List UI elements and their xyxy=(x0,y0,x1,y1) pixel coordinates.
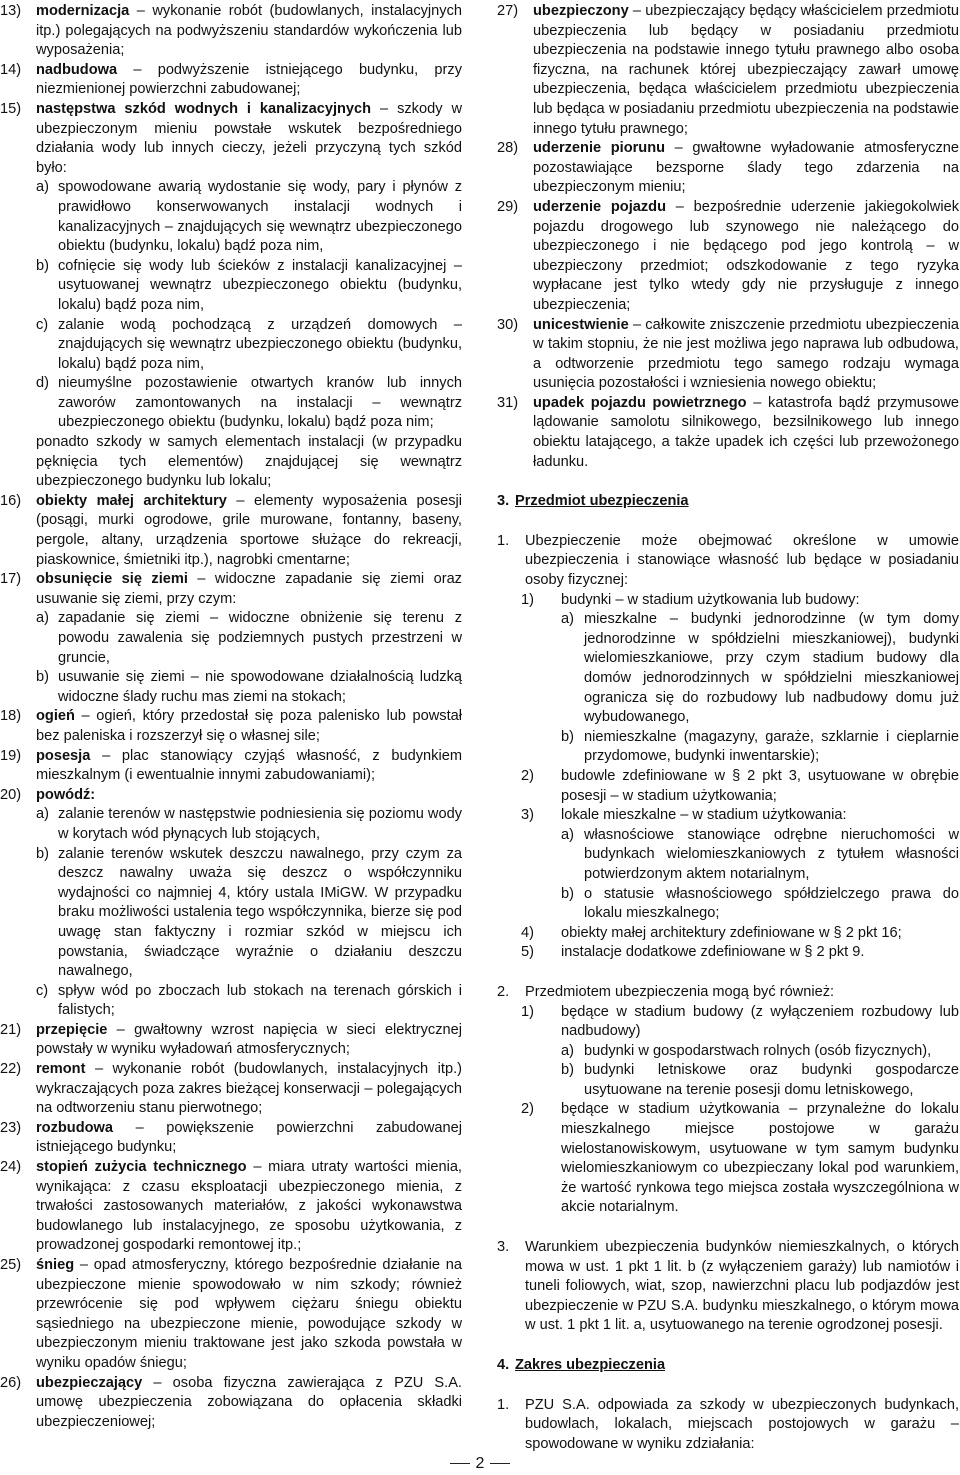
sub-item-letter: a) xyxy=(36,610,49,627)
paragraph-number: 2. xyxy=(497,983,510,1000)
definition-number: 14) xyxy=(0,61,22,78)
point-number: 2) xyxy=(521,1101,534,1118)
sub-item-letter: a) xyxy=(36,806,49,823)
sub-item xyxy=(36,982,462,1021)
sub-item xyxy=(561,885,959,924)
right-column xyxy=(497,2,959,1454)
sub-item-text: budynki letniskowe oraz budynki gospodarcze usytuowane na terenie posesji domu letniskowego, xyxy=(584,1062,959,1098)
point xyxy=(497,943,959,963)
definition-term: uderzenie piorunu xyxy=(533,140,666,157)
sub-item-text: mieszkalne – budynki jednorodzinne (w tym domy jednorodzinne w spółdzielni mieszkaniowej), budynki wielomieszkaniowe, przy czym stadium budowy dla domów jednorodzinnych w spółdzielni mieszkaniowej ogranicza się do rozbudowy lub nadbudowy domu już wybudowanego, xyxy=(584,611,959,726)
definition-text: – podwyższenie istniejącego budynku, przy niezmienionej powierzchni zabudowanej; xyxy=(36,61,462,98)
section-heading-3 xyxy=(497,492,959,512)
definition-term: uderzenie pojazdu xyxy=(533,198,667,215)
paragraph-text: Przedmiotem ubezpieczenia mogą być również: xyxy=(525,983,835,1000)
definition-term: remont xyxy=(36,1061,86,1078)
definition-term: upadek pojazdu powietrznego xyxy=(533,394,747,411)
definition-25 xyxy=(0,1256,462,1374)
point xyxy=(497,1003,959,1101)
definition-number: 22) xyxy=(0,1061,22,1078)
definition-term: obsunięcie się ziemi xyxy=(36,571,188,588)
paragraph-1 xyxy=(497,532,959,591)
definition-number: 24) xyxy=(0,1159,22,1176)
point-text: instalacje dodatkowe zdefiniowane w § 2 pkt 9. xyxy=(561,944,865,961)
definition-24 xyxy=(0,1158,462,1256)
definition-term: przepięcie xyxy=(36,1021,108,1038)
sub-item-letter: a) xyxy=(36,179,49,196)
sub-item-text: zalanie terenów w następstwie podniesienia się poziomu wody w korytach wód płynących lub stojących, xyxy=(58,806,462,842)
definition-number: 18) xyxy=(0,708,22,725)
definition-number: 27) xyxy=(497,3,519,19)
point xyxy=(497,806,959,924)
paragraph-2 xyxy=(497,983,959,1003)
definition-number: 15) xyxy=(0,100,22,117)
sub-item xyxy=(561,610,959,728)
sub-item xyxy=(36,668,462,707)
definition-15 xyxy=(0,100,462,492)
definition-text: – powiększenie powierzchni zabudowanej istniejącego budynku; xyxy=(36,1119,462,1156)
definition-text: – ubezpieczający będący właścicielem przedmiotu ubezpieczenia lub będący w posiadaniu przedmiotu ubezpieczenia na podstawie innego tytułu prawnego albo osoba fizyczna, na rachunek której ubezpieczający zawarł umowę ubezpieczenia, będąca właścicielem przedmiotu ubezpieczenia lub będąca w posiadaniu przedmiotu ubezpieczenia na podstawie innego tytułu prawnego; xyxy=(533,3,959,137)
sub-item xyxy=(36,316,462,375)
definition-number: 20) xyxy=(0,786,22,803)
definition-term: powódź: xyxy=(36,786,96,803)
definition-number: 29) xyxy=(497,198,519,215)
definition-term: ubezpieczający xyxy=(36,1374,143,1391)
point xyxy=(497,924,959,944)
paragraph-number: 1. xyxy=(497,532,510,549)
definition-18 xyxy=(0,707,462,746)
definition-number: 17) xyxy=(0,571,22,588)
definition-19 xyxy=(0,747,462,786)
sub-item-text: budynki w gospodarstwach rolnych (osób fizycznych), xyxy=(584,1042,932,1059)
definition-number: 19) xyxy=(0,747,22,764)
section-title: Zakres ubezpieczenia xyxy=(515,1357,666,1373)
definition-20 xyxy=(0,786,462,1021)
sub-item-letter: d) xyxy=(36,375,49,392)
point-text: obiekty małej architektury zdefiniowane w § 2 pkt 16; xyxy=(561,924,902,941)
paragraph-text: PZU S.A. odpowiada za szkody w ubezpieczonych budynkach, budowlach, lokalach, miejscach postojowych w garażu – spowodowane w wyniku zdziałania: xyxy=(525,1396,959,1452)
point xyxy=(497,1100,959,1218)
sub-item-letter: b) xyxy=(561,885,574,902)
section-number: 4. xyxy=(497,1357,510,1373)
definition-text: – plac stanowiący czyjąś własność, z budynkiem mieszkalnym (i ewentualnie innymi zabudowaniami); xyxy=(36,747,462,784)
sub-item-letter: b) xyxy=(561,728,574,745)
sub-item-text: spowodowane awarią wydostanie się wody, pary i płynów z prawidłowo konserwowanych instalacji wodnych i kanalizacyjnych – znajdujących się wewnątrz ubezpieczonego obiektu (budynku, lokalu) bądź poza nim, xyxy=(58,179,462,255)
definition-number: 13) xyxy=(0,3,22,19)
point-number: 5) xyxy=(521,944,534,961)
definition-text: – miara utraty wartości mienia, wynikająca: z czasu eksploatacji ubezpieczonego mienia, z trwałości zastosowanych materiałów, z jakości wykonawstwa budowlanego lub instalacyjnego, ze sposobu użytkowania, z prowadzonej gospodarki remontowej itp.; xyxy=(36,1159,462,1254)
sub-item xyxy=(36,845,462,982)
sub-item-text: zapadanie się ziemi – widoczne obniżenie się terenu z powodu zawalenia się podziemnych pustych przestrzeni w gruncie, xyxy=(58,610,462,666)
definition-text: – gwałtowne wyładowanie atmosferyczne pozostawiające bezsporne ślady tego zdarzenia na ubezpieczonym mieniu; xyxy=(533,140,960,196)
point xyxy=(497,767,959,806)
definition-term: śnieg xyxy=(36,1257,75,1273)
definition-29 xyxy=(497,198,959,316)
definition-term: modernizacja xyxy=(36,3,130,19)
definition-text: – bezpośrednie uderzenie jakiegokolwiek pojazdu drogowego lub szynowego nie należącego do ubezpieczonego i nie będącego pod jego kontrolą – w ubezpieczony przedmiot; odszkodowanie z tego ryzyka wypłacane jest tylko wtedy gdy nie przysługuje z innego ubezpieczenia; xyxy=(533,198,959,313)
definition-28 xyxy=(497,139,959,198)
definition-term: obiekty małej architektury xyxy=(36,492,227,509)
sub-item-text: cofnięcie się wody lub ścieków z instalacji kanalizacyjnej – usytuowanej wewnątrz ubezpieczonego obiektu (budynku, lokalu) bądź poza nim, xyxy=(58,257,462,313)
definition-17 xyxy=(0,570,462,707)
definition-text: – elementy wyposażenia posesji (posągi, murki ogrodowe, grile murowane, fontanny, baseny, pergole, altany, urządzenia sportowe służące do rekreacji, piaskownice, śmietniki itp.), nagrobki cmentarne; xyxy=(36,492,462,568)
definition-number: 28) xyxy=(497,140,519,157)
sub-item-text: usuwanie się ziemi – nie spowodowane działalnością ludzką widoczne ślady ruchu mas ziemi na stokach; xyxy=(58,669,462,705)
point-number: 4) xyxy=(521,924,534,941)
definition-13 xyxy=(0,2,462,61)
paragraph-3 xyxy=(497,1238,959,1336)
definition-number: 16) xyxy=(0,492,22,509)
definition-text: – wykonanie robót (budowlanych, instalacyjnych itp.) polegających na podwyższeniu standardów wykończenia lub wyposażenia; xyxy=(36,3,462,59)
definition-text: – ogień, który przedostał się poza palenisko lub powstał bez paleniska i rozszerzył się o własnej sile; xyxy=(36,708,462,744)
point-number: 1) xyxy=(521,1003,534,1020)
definition-term: unicestwienie xyxy=(533,316,629,333)
definition-23 xyxy=(0,1119,462,1158)
definition-text: – opad atmosferyczny, którego bezpośrednie działanie na ubezpieczone mienie spowodowało w nim szkody; również przewrócenie się pod wpływem ciężaru śniegu obiektu sąsiedniego na ubezpieczone mienie, powodujące szkody w ubezpieczonym mieniu traktowane jest jako szkoda powstała w wyniku opadów śniegu; xyxy=(36,1257,462,1371)
paragraph-text: Ubezpieczenie może obejmować określone w umowie ubezpieczenia i stanowiące własność lub będące w posiadaniu osoby fizycznej: xyxy=(525,532,959,589)
sub-item xyxy=(36,257,462,316)
paragraph-text: Warunkiem ubezpieczenia budynków niemieszkalnych, o których mowa w ust. 1 pkt 1 lit. b (z wyłączeniem garaży) lub namiotów i tuneli foliowych, wiat, szop, nawierzchni placu lub podjazdów jest ubezpieczenie w PZU S.A. budynku mieszkalnego, o którym mowa w ust. 1 pkt 1 lit. a, usytuowanego na terenie ogrodzonej posesji. xyxy=(525,1239,959,1334)
definition-number: 23) xyxy=(0,1119,22,1136)
point-number: 3) xyxy=(521,807,534,824)
definition-22 xyxy=(0,1060,462,1119)
sub-item-letter: a) xyxy=(561,1042,574,1059)
definition-text: – wykonanie robót (budowlanych, instalacyjnych itp.) wykraczających poza zakres bieżącej konserwacji – polegających na odtworzeniu stanu pierwotnego; xyxy=(36,1061,462,1117)
definition-16 xyxy=(0,492,462,570)
sub-item xyxy=(561,728,959,767)
sub-item-text: zalanie terenów wskutek deszczu nawalnego, przy czym za deszcz nawalny uważa się deszcz o współczynniku wydajności co najmniej 4, który ustala IMiGW. W przypadku braku możliwości ustalenia tego współczynnika, bierze się pod uwagę stan faktyczny i rozmiar szkód w miejscu ich powstania, świadczące wyraźnie o działaniu deszczu nawalnego, xyxy=(58,845,462,980)
definition-26 xyxy=(0,1374,462,1433)
sub-item-letter: b) xyxy=(561,1062,574,1079)
point-text: lokale mieszkalne – w stadium użytkowania: xyxy=(561,807,847,824)
sub-item-letter: b) xyxy=(36,257,49,274)
definition-term: ubezpieczony xyxy=(533,3,629,19)
paragraph-number: 3. xyxy=(497,1239,510,1256)
section-heading-4 xyxy=(497,1356,959,1376)
point-text: budowle zdefiniowane w § 2 pkt 3, usytuowane w obrębie posesji – w stadium użytkowania; xyxy=(561,767,959,804)
footer-rule-right xyxy=(490,1463,510,1464)
point-text: będące w stadium użytkowania – przynależne do lokalu mieszkalnego miejsce postojowe w garażu wielostanowiskowym, usytuowane w tym samym budynku wielomieszkaniowym co ubezpieczany lokal pod warunkiem, że wartość rynkowa tego miejsca została wyszczególniona w akcie notarialnym. xyxy=(561,1101,959,1216)
point-text: budynki – w stadium użytkowania lub budowy: xyxy=(561,591,860,608)
definition-continuation: ponadto szkody w samych elementach instalacji (w przypadku pęknięcia tych elementów) znajdującej się wewnątrz ubezpieczonego budynku lub lokalu; xyxy=(36,434,462,490)
definition-31 xyxy=(497,394,959,472)
sub-item xyxy=(561,826,959,885)
definition-text: – szkody w ubezpieczonym mieniu powstałe wskutek bezpośredniego działania wody lub innych cieczy, jeżeli przyczyną tych szkód było: xyxy=(36,100,462,176)
footer-rule-left xyxy=(450,1463,470,1464)
sub-item xyxy=(561,1042,959,1062)
left-column xyxy=(0,2,462,1432)
definition-number: 25) xyxy=(0,1257,22,1273)
sub-item-letter: c) xyxy=(36,316,49,333)
sub-item-text: własnościowe stanowiące odrębne nieruchomości w budynkach wielomieszkaniowych z tytułem własności potwierdzonym aktem notarialnym, xyxy=(584,826,959,882)
point-number: 2) xyxy=(521,767,534,784)
sub-item-text: niemieszkalne (magazyny, garaże, szklarnie i cieplarnie przydomowe, budynki inwentarskie); xyxy=(584,728,959,765)
sub-item xyxy=(561,1061,959,1100)
sub-item-text: nieumyślne pozostawienie otwartych kranów lub innych zaworów zamontowanych na instalacji – wewnątrz ubezpieczonego obiektu (budynku, lokalu) bądź poza nim; xyxy=(58,375,462,431)
paragraph-number: 1. xyxy=(497,1396,510,1413)
definition-term: stopień zużycia technicznego xyxy=(36,1159,247,1176)
sub-item-letter: b) xyxy=(36,845,49,862)
sub-item-letter: a) xyxy=(561,826,574,843)
definition-text: – całkowite zniszczenie przedmiotu ubezpieczenia w takim stopniu, że nie jest możliwa jego naprawa lub odbudowa, a odtworzenie przedmiotu tego samego rodzaju wymaga usunięcia pozostałości i wzniesienia nowego obiektu; xyxy=(533,316,959,392)
sub-item-letter: c) xyxy=(36,982,49,999)
definition-term: ogień xyxy=(36,708,75,725)
definition-21 xyxy=(0,1021,462,1060)
point-number: 1) xyxy=(521,591,534,608)
sub-item-text: spływ wód po zboczach lub stokach na terenach górskich i falistych; xyxy=(58,982,462,1019)
section-number: 3. xyxy=(497,493,510,510)
definition-text: – katastrofa bądź przymusowe lądowanie samolotu silnikowego, bezsilnikowego lub innego obiektu latającego, a także upadek ich części lub przewożonego ładunku. xyxy=(533,394,959,470)
definition-30 xyxy=(497,316,959,394)
page-footer xyxy=(0,1454,960,1474)
definition-text: – widoczne zapadanie się ziemi oraz usuwanie się ziemi, przy czym: xyxy=(36,571,462,607)
definition-text: – osoba fizyczna zawierająca z PZU S.A. umowę ubezpieczenia zobowiązana do opłacenia składki ubezpieczeniowej; xyxy=(36,1374,462,1430)
page-number: 2 xyxy=(475,1455,485,1472)
sub-item xyxy=(36,178,462,256)
definition-27 xyxy=(497,2,959,139)
definition-term: następstwa szkód wodnych i kanalizacyjnych xyxy=(36,100,372,117)
sub-item-text: zalanie wodą pochodzącą z urządzeń domowych – znajdujących się wewnątrz ubezpieczonego obiektu (budynku, lokalu) bądź poza nim, xyxy=(58,316,462,372)
sub-item xyxy=(36,805,462,844)
definition-number: 26) xyxy=(0,1374,22,1391)
point-text: będące w stadium budowy (z wyłączeniem rozbudowy lub nadbudowy) xyxy=(561,1003,959,1040)
definition-number: 30) xyxy=(497,316,519,333)
section-title: Przedmiot ubezpieczenia xyxy=(515,493,689,510)
definition-term: posesja xyxy=(36,747,91,764)
definition-text: – gwałtowny wzrost napięcia w sieci elektrycznej powstały w wyniku wyładowań atmosferycznych; xyxy=(36,1021,462,1058)
point xyxy=(497,591,959,767)
paragraph-1 xyxy=(497,1396,959,1455)
definition-term: rozbudowa xyxy=(36,1119,114,1136)
definition-14 xyxy=(0,61,462,100)
definition-number: 31) xyxy=(497,394,519,411)
sub-item-letter: a) xyxy=(561,611,574,628)
sub-item xyxy=(36,374,462,433)
sub-item-letter: b) xyxy=(36,669,49,686)
sub-item xyxy=(36,609,462,668)
definition-term: nadbudowa xyxy=(36,61,118,78)
definition-number: 21) xyxy=(0,1021,22,1038)
sub-item-text: o statusie własnościowego spółdzielczego prawa do lokalu mieszkalnego; xyxy=(584,885,959,922)
